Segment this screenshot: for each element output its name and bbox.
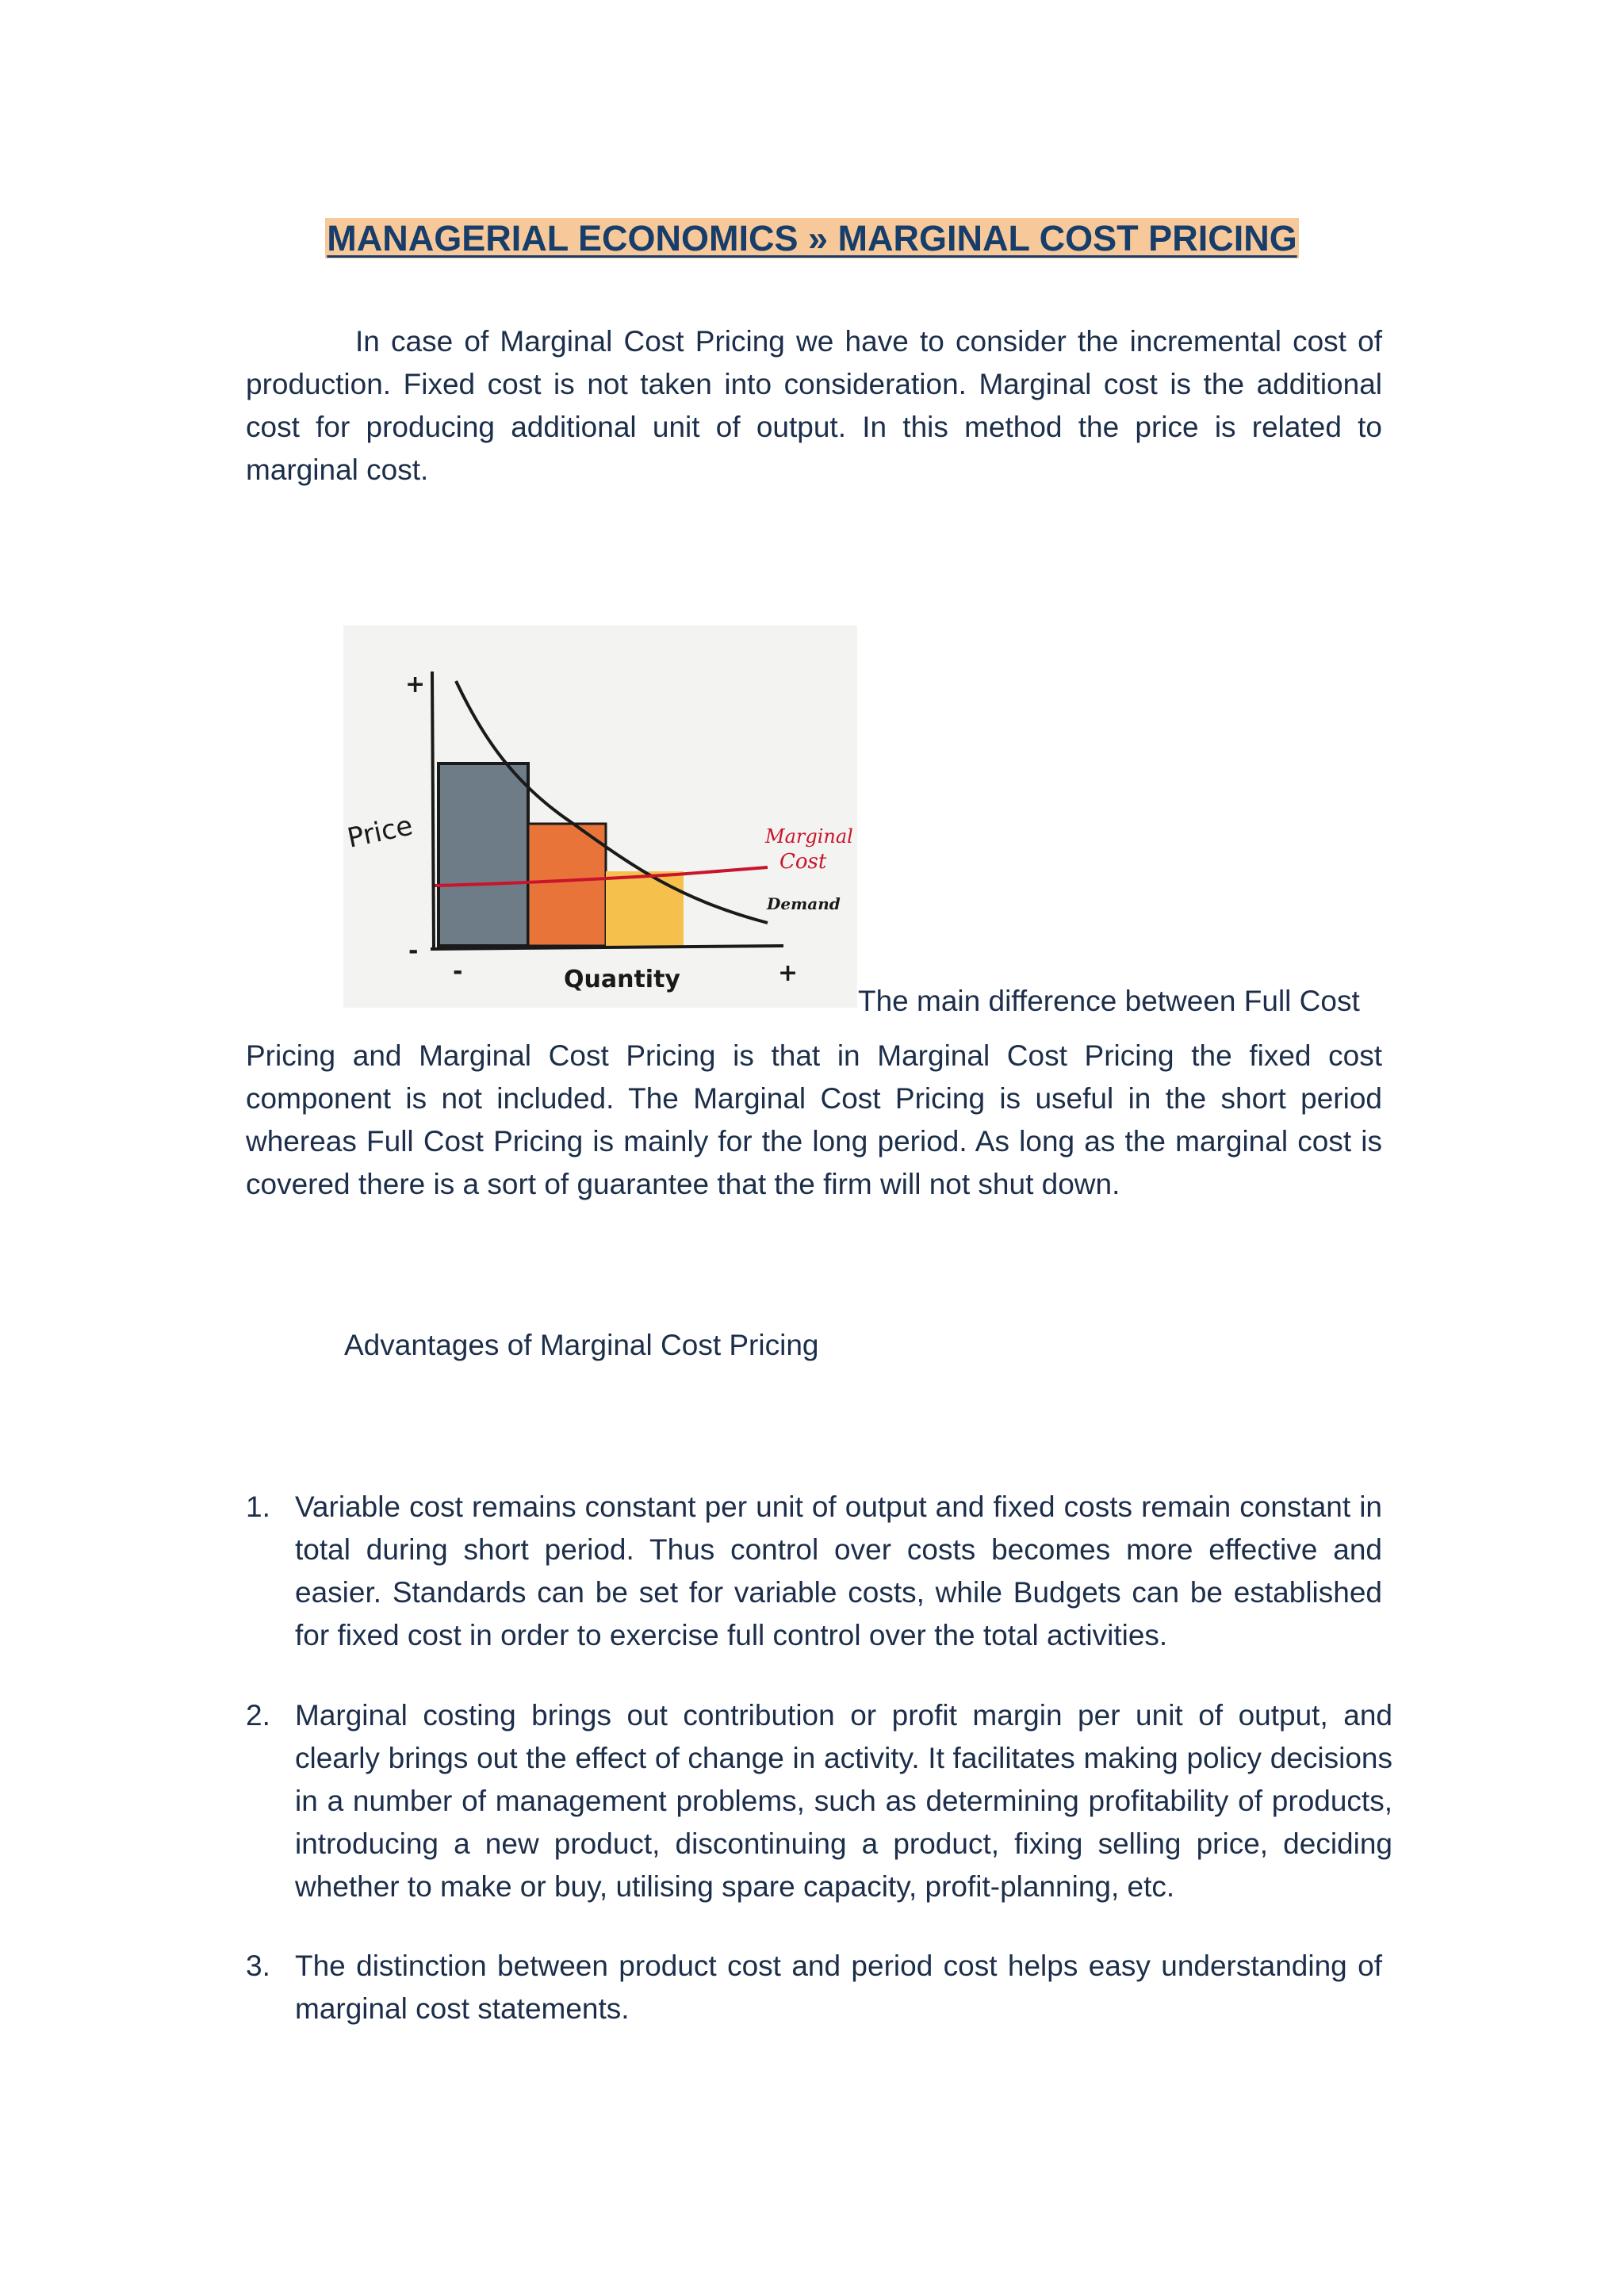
figure-marginal-cost-label-1: Marginal (765, 825, 853, 848)
page-title (0, 211, 1624, 266)
list-item (246, 1945, 1382, 2030)
figure-demand-label: Demand (767, 894, 841, 913)
figure-y-minus: - (408, 937, 419, 965)
figure-x-plus: + (778, 959, 799, 987)
figure-bar-3 (606, 871, 684, 946)
difference-paragraph: Pricing and Marginal Cost Pricing is that in Marginal Cost Pricing the fixed cost component is not included. The Marginal Cost Pricing is useful in the short period whereas Full Cost Pricing is mainly for the long period. As long as the marginal cost is covered there is a sort of guarantee that the firm will not shut down. (246, 1039, 1382, 1200)
advantages-heading: Advantages of Marginal Cost Pricing (344, 1329, 819, 1361)
figure-y-plus: + (405, 671, 426, 698)
list-item-number: 1. (246, 1490, 270, 1523)
marginal-cost-pricing-figure (343, 626, 857, 1008)
list-item-text: The distinction between product cost and period cost helps easy understanding of marginal cost statements. (295, 1950, 1382, 2025)
list-item-number: 2. (246, 1699, 270, 1732)
figure-x-label: Quantity (564, 966, 680, 993)
figure-drawing (343, 626, 857, 1008)
figure-marginal-cost-label-2: Cost (779, 850, 827, 874)
list-item-text: Variable cost remains constant per unit of output and fixed costs remain constant in total during short period. Thus control over costs becomes more effective and easier. Standards can be set for variable costs, while Budgets can be established for fixed cost in order to exercise full control over the total activities. (295, 1490, 1382, 1651)
difference-paragraph-first-line: The main difference between Full Cost (858, 985, 1360, 1017)
intro-paragraph: In case of Marginal Cost Pricing we have to consider the incremental cost of production. Fixed cost is not taken into consideration. Marginal cost is the additional cost for producing additional unit of output. In this method the price is related to marginal cost. (246, 325, 1382, 486)
list-item (246, 1694, 1392, 1908)
list-item (246, 1486, 1382, 1657)
list-item-number: 3. (246, 1950, 270, 1982)
figure-x-minus: - (453, 958, 463, 985)
figure-bar-1 (439, 763, 528, 946)
list-item-text: Marginal costing brings out contribution or profit margin per unit of output, and clearly brings out the effect of change in activity. It facilitates making policy decisions in a number of management problems, such as determining profitability of products, introducing a new product, discontinuing a product, fixing selling price, deciding whether to make or buy, utilising spare capacity, profit-planning, etc. (295, 1699, 1392, 1903)
figure-bar-2 (528, 824, 606, 946)
figure-y-label: Price (344, 809, 416, 855)
page-title-text: MANAGERIAL ECONOMICS » MARGINAL COST PRICING (327, 218, 1297, 258)
figure-y-axis (432, 672, 434, 951)
